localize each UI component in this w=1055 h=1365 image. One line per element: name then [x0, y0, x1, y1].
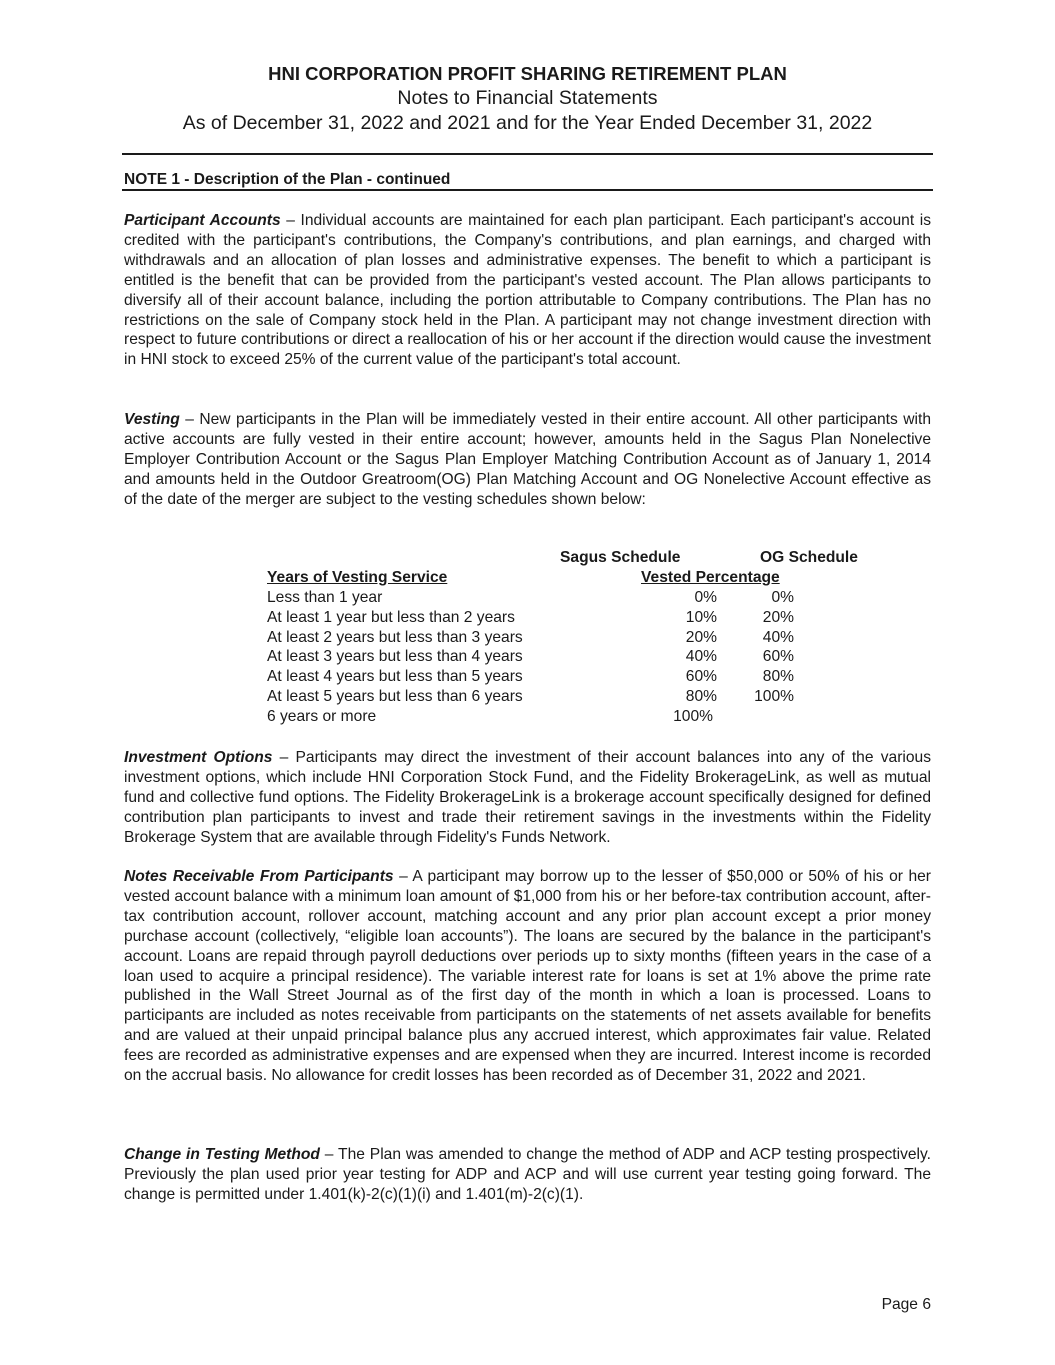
- participant-accounts-heading: Participant Accounts: [124, 212, 281, 229]
- investment-options-text: – Participants may direct the investment of their account balances into any of the various investment options, which include HNI Corporation Stock Fund, and the Fidelity BrokerageLink, as well as mutual fund and collective fund options. The Fidelity BrokerageLink is a brokerage account specifically designed for defined contribution plan participants to invest and trade their retirement savings in the investments within the Fidelity Brokerage System that are available through Fidelity's Funds Network.: [124, 749, 931, 846]
- notes-receivable-heading: Notes Receivable From Participants: [124, 868, 394, 885]
- sagus-schedule-header: Sagus Schedule: [560, 549, 681, 566]
- sagus-cell: 60%: [685, 668, 717, 686]
- years-cell: 6 years or more: [267, 708, 377, 726]
- testing-method-paragraph: [124, 1145, 931, 1205]
- vesting-paragraph: [124, 410, 931, 510]
- years-cell: At least 5 years but less than 6 years: [267, 688, 523, 706]
- years-cell: Less than 1 year: [267, 588, 383, 606]
- years-of-service-header: Years of Vesting Service: [267, 568, 448, 586]
- notes-receivable-text: – A participant may borrow up to the lesser of $50,000 or 50% of his or her vested account balance with a minimum loan amount of $1,000 from his or her before-tax contribution account, after-tax contribution account, rollover account, matching account and any prior plan account except a prior money purchase account (collectively, “eligible loan accounts”). The loans are secured by the balance in the participant's account. Loans are repaid through payroll deductions over periods up to sixty months (fifteen years in the case of a loan used to acquire a principal residence). The variable interest rate for loans is set at 1% above the prime rate published in the Wall Street Journal as of the first day of the month in which a loan is processed. Loans to participants are included as notes receivable from participants on the statements of net assets available for benefits and are valued at their unpaid principal balance plus any accrued interest, which approximates fair value. Related fees are recorded as administrative expenses and are expensed when they are incurred. Interest income is recorded on the accrual basis. No allowance for credit losses has been recorded as of December 31, 2022 and 2021.: [124, 868, 931, 1085]
- years-cell: At least 4 years but less than 5 years: [267, 668, 523, 686]
- sagus-cell: 100%: [673, 708, 713, 726]
- vesting-heading: Vesting: [124, 411, 180, 428]
- testing-method-heading: Change in Testing Method: [124, 1146, 320, 1163]
- og-cell: 40%: [762, 628, 794, 646]
- reporting-period: As of December 31, 2022 and 2021 and for the Year Ended December 31, 2022: [182, 112, 873, 134]
- participant-accounts-paragraph: [124, 211, 931, 370]
- document-subtitle: Notes to Financial Statements: [397, 87, 658, 109]
- testing-method-text: – The Plan was amended to change the method of ADP and ACP testing prospectively. Previously the plan used prior year testing for ADP and ACP and will use current year testing going forward. The change is permitted under 1.401(k)-2(c)(1)(i) and 1.401(m)-2(c)(1).: [124, 1146, 931, 1203]
- investment-options-heading: Investment Options: [124, 749, 273, 766]
- years-cell: At least 1 year but less than 2 years: [267, 608, 515, 626]
- investment-options-paragraph: [124, 748, 931, 848]
- sagus-cell: 40%: [685, 648, 717, 666]
- sagus-cell: 80%: [685, 688, 717, 706]
- og-schedule-header: OG Schedule: [760, 549, 858, 566]
- note-divider: [122, 189, 933, 191]
- sagus-cell: 0%: [694, 588, 717, 606]
- og-cell: 60%: [762, 648, 794, 666]
- years-cell: At least 3 years but less than 4 years: [267, 648, 523, 666]
- og-cell: 0%: [771, 588, 794, 606]
- plan-title: HNI CORPORATION PROFIT SHARING RETIREMENT PLAN: [268, 63, 787, 84]
- page-header: [0, 62, 1055, 136]
- og-cell: 100%: [754, 688, 794, 706]
- sagus-cell: 10%: [685, 608, 717, 626]
- vesting-text: – New participants in the Plan will be immediately vested in their entire account. All other participants with active accounts are fully vested in their entire account; however, amounts held in the Sagus Plan Nonelective Employer Contribution Account or the Sagus Plan Employer Matching Contribution Account as of January 1, 2014 and amounts held in the Outdoor Greatroom(OG) Plan Matching Account and OG Nonelective Account effective as of the date of the merger are subject to the vesting schedules shown below:: [124, 411, 931, 508]
- og-cell: 80%: [762, 668, 794, 686]
- years-cell: At least 2 years but less than 3 years: [267, 628, 523, 646]
- participant-accounts-text: – Individual accounts are maintained for each plan participant. Each participant's account is credited with the participant's contributions, the Company's contributions, and plan earnings, and charged with withdrawals and an allocation of plan losses and administrative expenses. The benefit to which a participant is entitled is the benefit that can be provided from the participant's vested account. The Plan allows participants to diversify all of their account balance, including the portion attributable to Company contributions. The Plan has no restrictions on the sale of Company stock held in the Plan. A participant may not change investment direction with respect to future contributions or direct a reallocation of his or her account if the direction would cause the investment in HNI stock to exceed 25% of the current value of the participant's total account.: [124, 212, 932, 369]
- sagus-cell: 20%: [685, 628, 717, 646]
- notes-receivable-paragraph: [124, 867, 931, 1086]
- page-number: Page 6: [881, 1296, 931, 1313]
- vested-percentage-header: Vested Percentage: [641, 568, 780, 586]
- header-divider: [122, 153, 933, 155]
- og-cell: 20%: [762, 608, 794, 626]
- note-title: NOTE 1 - Description of the Plan - continued: [124, 171, 451, 188]
